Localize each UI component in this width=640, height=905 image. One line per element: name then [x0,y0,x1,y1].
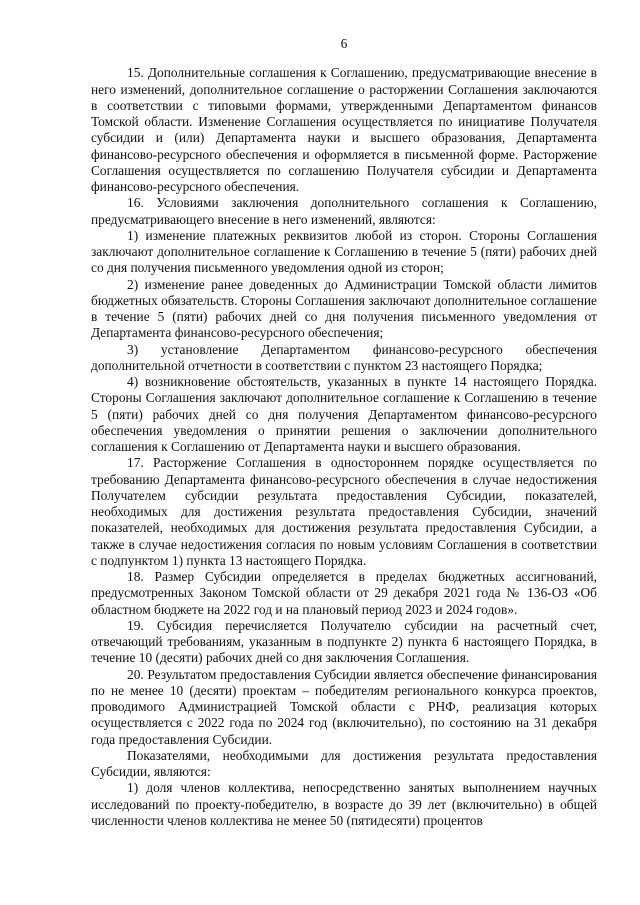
paragraph-20: 20. Результатом предоставления Субсидии является обеспечение финансирования по не менее 10 (десяти) проектам – победителям регионального конкурса проектов, проводимого Администрацией Томской области с РНФ, реализация которых осуществляется с 2022 года по 2024 год (включительно), по состоянию на 31 декабря года предоставления Субсидии. [91,666,597,747]
paragraph-16-item-1: 1) изменение платежных реквизитов любой из сторон. Стороны Соглашения заключают дополнительное соглашение к Соглашению в течение 5 (пяти) рабочих дней со дня получения письменного уведомления одной из сторон; [91,227,597,276]
paragraph-18: 18. Размер Субсидии определяется в пределах бюджетных ассигнований, предусмотренных Законом Томской области от 29 декабря 2021 года № 136-ОЗ «Об областном бюджете на 2022 год и на плановый период 2023 и 2024 годов». [91,569,597,617]
paragraph-16-item-2: 2) изменение ранее доведенных до Администрации Томской области лимитов бюджетных обязательств. Стороны Соглашения заключают дополнительное соглашение в течение 5 (пяти) рабочих дней со дня получения письменного уведомления от Департамента финансово-ресурсного обеспечения; [91,276,597,341]
page-number: 6 [340,36,348,51]
paragraph-16: 16. Условиями заключения дополнительного соглашения к Соглашению, предусматривающего внесение в него изменений, являются: [91,195,597,227]
paragraph-17: 17. Расторжение Соглашения в одностороннем порядке осуществляется по требованию Департамента финансово-ресурсного обеспечения в случае недостижения Получателем субсидии результата предоставления Субсидии, показателей, необходимых для достижения результата предоставления Субсидии, значений показателей, необходимых для достижения результата предоставления Субсидии, а также в случае недостижения согласия по новым условиям Соглашения в соответствии с подпунктом 1) пункта 13 настоящего Порядка. [91,455,597,568]
paragraph-15: 15. Дополнительные соглашения к Соглашению, предусматривающие внесение в него изменений, дополнительное соглашение о расторжении Соглашения заключаются в соответствии с типовыми формами, утвержденными Департаментом финансов Томской области. Изменение Соглашения осуществляется по инициативе Получателя субсидии и (или) Департамента науки и высшего образования, Департамента финансово-ресурсного обеспечения и оформляется в письменной форме. Расторжение Соглашения осуществляется по соглашению Получателя субсидии и Департамента финансово-ресурсного обеспечения. [91,65,597,194]
paragraph-indicators: Показателями, необходимыми для достижения результата предоставления Субсидии, являются: [91,747,597,779]
paragraph-indicators-item-1: 1) доля членов коллектива, непосредственно занятых выполнением научных исследований по проекту-победителю, в возрасте до 39 лет (включительно) в общей численности членов коллектива не менее 50 (пятидесяти) процентов [91,780,597,828]
paragraph-19: 19. Субсидия перечисляется Получателю субсидии на расчетный счет, отвечающий требованиям, указанным в подпункте 2) пункта 6 настоящего Порядка, в течение 10 (десяти) рабочих дней со дня заключения Соглашения. [91,617,597,666]
paragraph-16-item-3: 3) установление Департаментом финансово-ресурсного обеспечения дополнительной отчетности в соответствии с пунктом 23 настоящего Порядка; [91,341,597,373]
document-page [91,36,597,829]
paragraph-16-item-4: 4) возникновение обстоятельств, указанных в пункте 14 настоящего Порядка. Стороны Соглашения заключают дополнительное соглашение к Соглашению в течение 5 (пяти) рабочих дней со дня получения Департаментом финансово-ресурсного обеспечения уведомления о принятии решения о заключении дополнительного соглашения к Соглашению от Департамента науки и высшего образования. [91,374,597,454]
